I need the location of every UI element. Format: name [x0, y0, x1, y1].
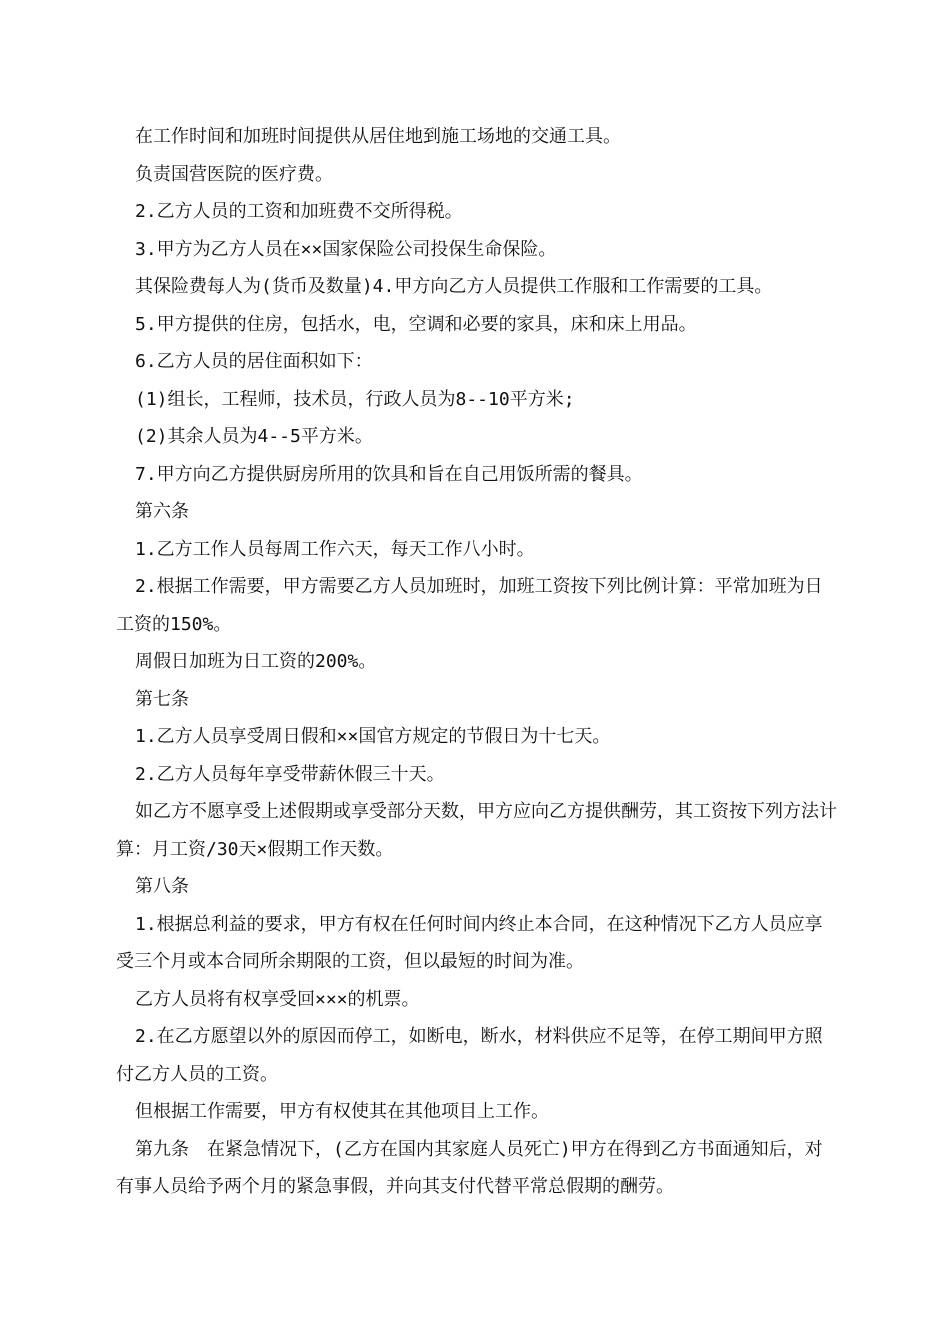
paragraph-termination: 1.根据总利益的要求，甲方有权在任何时间内终止本合同，在这种情况下乙方人员应享受三个月或本合同所余期限的工资，但以最短的时间为准。 — [116, 913, 823, 972]
paragraph-paid-leave: 2.乙方人员每年享受带薪休假三十天。 — [135, 763, 445, 785]
paragraph-reassignment: 但根据工作需要，甲方有权使其在其他项目上工作。 — [135, 1101, 549, 1122]
document-body — [116, 118, 838, 1206]
article-heading-7: 第七条 — [135, 688, 189, 710]
paragraph-leave-compensation: 如乙方不愿享受上述假期或享受部分天数，甲方应向乙方提供酬劳，其工资按下列方法计算：月工资/30天×假期工作天数。 — [116, 801, 837, 860]
paragraph-air-ticket: 乙方人员将有权享受回×××的机票。 — [135, 988, 420, 1010]
article-9-emergency-leave: 第九条 在紧急情况下，(乙方在国内其家庭人员死亡)甲方在得到乙方书面通知后，对有事人员给予两个月的紧急事假，并向其支付代替平常总假期的酬劳。 — [116, 1138, 823, 1197]
paragraph-medical: 负责国营医院的医疗费。 — [135, 163, 333, 185]
paragraph-insurance-fee: 其保险费每人为(货币及数量)4.甲方向乙方人员提供工作服和工作需要的工具。 — [135, 276, 773, 297]
paragraph-transport: 在工作时间和加班时间提供从居住地到施工场地的交通工具。 — [135, 126, 621, 147]
paragraph-area-staff: (1)组长，工程师，技术员，行政人员为8--10平方米; — [135, 388, 575, 410]
article-heading-8: 第八条 — [135, 876, 189, 897]
paragraph-tax: 2.乙方人员的工资和加班费不交所得税。 — [135, 201, 463, 222]
paragraph-public-holidays: 1.乙方人员享受周日假和××国官方规定的节假日为十七天。 — [135, 726, 611, 747]
paragraph-kitchen: 7.甲方向乙方提供厨房所用的饮具和旨在自己用饭所需的餐具。 — [135, 463, 643, 485]
paragraph-work-stoppage: 2.在乙方愿望以外的原因而停工，如断电，断水，材料供应不足等，在停工期间甲方照付乙方人员的工资。 — [116, 1026, 823, 1085]
paragraph-living-area: 6.乙方人员的居住面积如下： — [135, 351, 373, 372]
paragraph-overtime: 2.根据工作需要，甲方需要乙方人员加班时，加班工资按下列比例计算：平常加班为日工资的150%。 — [116, 576, 823, 635]
article-heading-6: 第六条 — [135, 501, 189, 522]
paragraph-work-hours: 1.乙方工作人员每周工作六天，每天工作八小时。 — [135, 538, 535, 560]
paragraph-insurance: 3.甲方为乙方人员在××国家保险公司投保生命保险。 — [135, 238, 557, 260]
paragraph-housing: 5.甲方提供的住房，包括水，电，空调和必要的家具，床和床上用品。 — [135, 313, 697, 335]
paragraph-area-others: (2)其余人员为4--5平方米。 — [135, 426, 373, 447]
paragraph-holiday-overtime: 周假日加班为日工资的200%。 — [135, 651, 377, 672]
